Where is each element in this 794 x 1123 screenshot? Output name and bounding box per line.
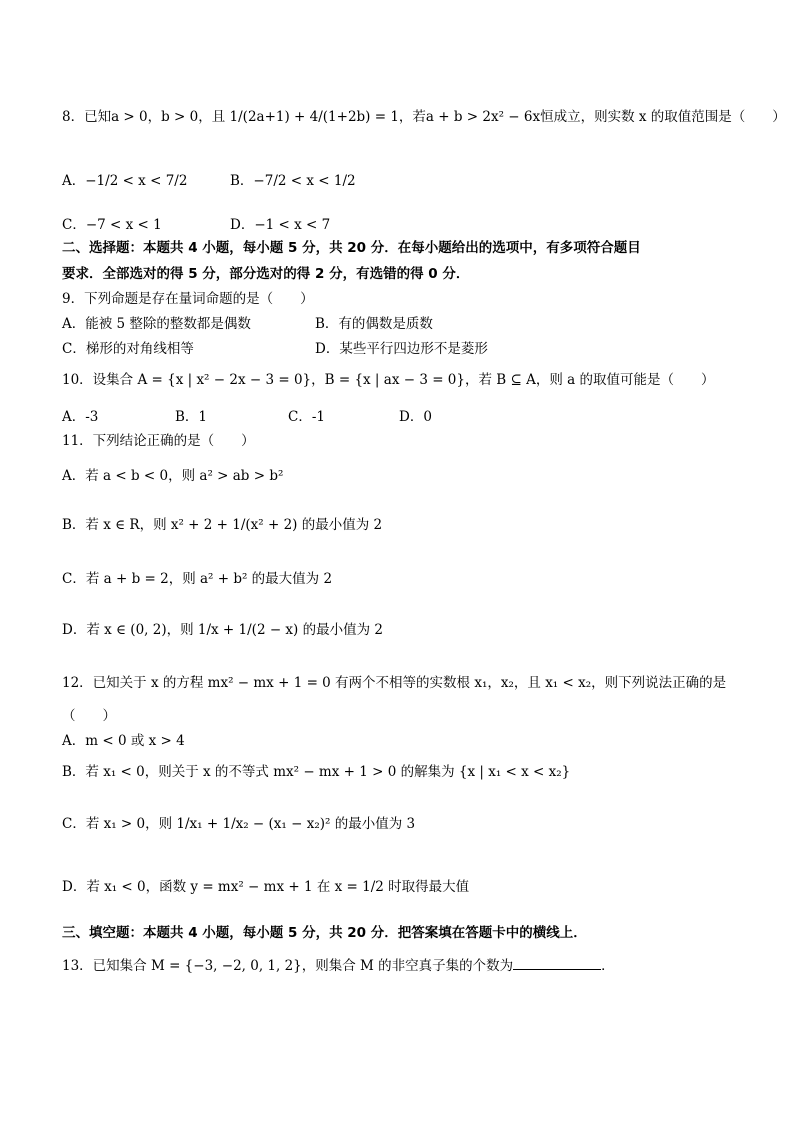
q12-option-a: A．m < 0 或 x > 4 (62, 733, 185, 749)
q8-option-a: A．−1/2 < x < 7/2 (62, 173, 188, 189)
q13-stem: 13．已知集合 M = {−3, −2, 0, 1, 2}，则集合 M 的非空真子集的个数为 (62, 958, 514, 974)
q12-stem: 12．已知关于 x 的方程 mx² − mx + 1 = 0 有两个不相等的实数根 x₁，x₂，且 x₁ < x₂，则下列说法正确的是 (62, 675, 727, 691)
q11-option-c: C．若 a + b = 2，则 a² + b² 的最大值为 2 (62, 571, 333, 587)
q8-option-b: B．−7/2 < x < 1/2 (230, 173, 356, 189)
q10-option-b: B．1 (175, 409, 208, 425)
q9-option-c: C．梯形的对角线相等 (62, 341, 194, 357)
q11-option-a: A．若 a < b < 0，则 a² > ab > b² (62, 468, 284, 484)
q10-stem: 10．设集合 A = {x | x² − 2x − 3 = 0}，B = {x | ax − 3 = 0}，若 B ⊆ A，则 a 的取值可能是（ ） (62, 372, 715, 388)
q11-stem: 11．下列结论正确的是（ ） (62, 433, 255, 449)
q9-option-d: D．某些平行四边形不是菱形 (315, 341, 488, 357)
q12-paren: （ ） (62, 708, 116, 724)
section-2-line-1: 二、选择题：本题共 4 小题，每小题 5 分，共 20 分．在每小题给出的选项中，有多项符合题目 (62, 240, 641, 256)
q13-line (62, 955, 615, 976)
q8-option-c: C．−7 < x < 1 (62, 217, 162, 233)
q12-option-c: C．若 x₁ > 0，则 1/x₁ + 1/x₂ − (x₁ − x₂)² 的最小值为 3 (62, 816, 416, 832)
q9-option-b: B．有的偶数是质数 (315, 316, 433, 332)
q10-option-d: D．0 (399, 409, 432, 425)
answer-blank[interactable] (513, 955, 601, 970)
q12-option-b: B．若 x₁ < 0，则关于 x 的不等式 mx² − mx + 1 > 0 的解集为 {x | x₁ < x < x₂} (62, 764, 571, 780)
section-3-line-1: 三、填空题：本题共 4 小题，每小题 5 分，共 20 分．把答案填在答题卡中的横线上． (62, 925, 587, 941)
q8-option-d: D．−1 < x < 7 (230, 217, 331, 233)
q10-option-c: C．-1 (288, 409, 325, 425)
q8-stem: 8．已知a > 0，b > 0，且 1/(2a+1) + 4/(1+2b) = 1，若a + b > 2x² − 6x恒成立，则实数 x 的取值范围是（ ） (62, 109, 786, 125)
q9-option-a: A．能被 5 整除的整数都是偶数 (62, 316, 251, 332)
q11-option-b: B．若 x ∈ R，则 x² + 2 + 1/(x² + 2) 的最小值为 2 (62, 517, 383, 533)
section-2-line-2: 要求．全部选对的得 5 分，部分选对的得 2 分，有选错的得 0 分． (62, 266, 470, 282)
q12-option-d: D．若 x₁ < 0，函数 y = mx² − mx + 1 在 x = 1/2 时取得最大值 (62, 879, 470, 895)
q11-option-d: D．若 x ∈ (0, 2)，则 1/x + 1/(2 − x) 的最小值为 2 (62, 622, 383, 638)
q13-end: ． (601, 958, 615, 974)
q9-stem: 9．下列命题是存在量词命题的是（ ） (62, 291, 314, 307)
q10-option-a: A．-3 (62, 409, 99, 425)
